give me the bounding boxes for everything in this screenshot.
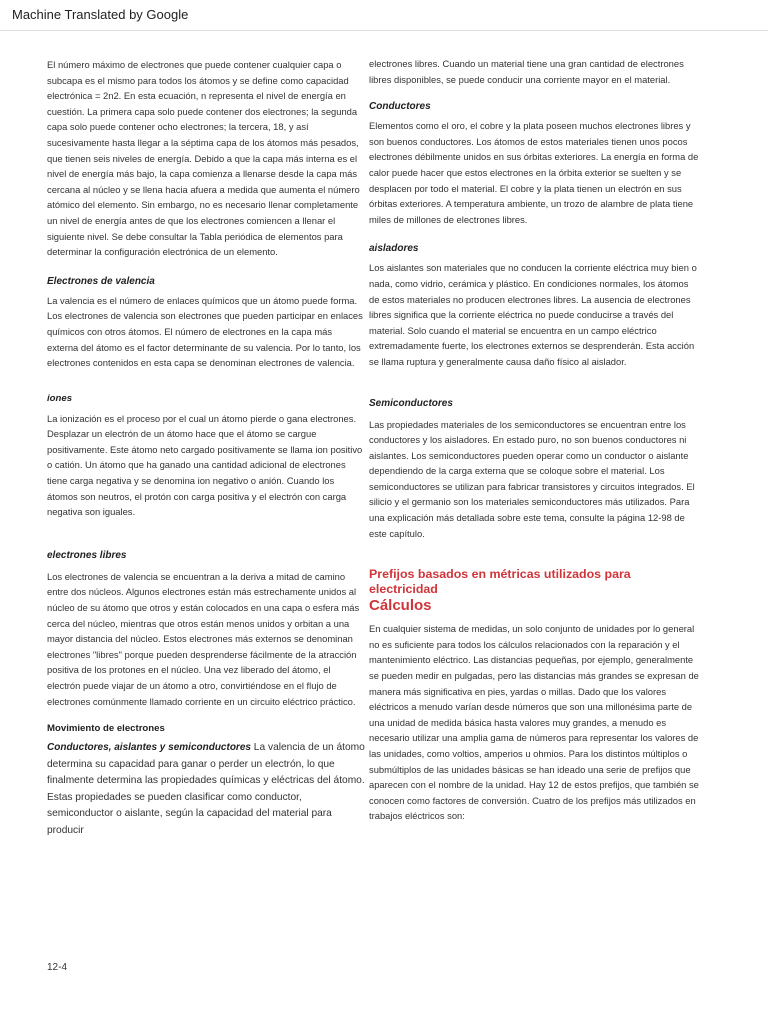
paragraph-iones: La ionización es el proceso por el cual un átomo pierde o gana electrones. Desplazar un electrón de un átomo hace que el átomo se cargue positivamente. Este átomo neto cargado positivamente se llama ion positivo o catión. Un átomo que ha ganado una cantidad adicional de electrones tiene carga negativa y se denomina ion negativo o anión. Cuando los átomos son neutros, el protón con carga positiva y el electrón con carga negativa son iguales. xyxy=(47,412,363,518)
paragraph-cas-lead: La xyxy=(250,742,266,754)
heading-aisladores: aisladores xyxy=(369,243,419,255)
paragraph-semiconductores: Las propiedades materiales de los semiconductores se encuentran entre los conductores y los aisladores. En estado puro, no son buenos conductores ni aislantes. Los semiconductores pueden operar como un conductor o aislante dependiendo de la carga externa que se coloque sobre el material. Los semiconductores se utilizan para fabricar transistores y circuitos integrados. El silicio y el germanio son los materiales semiconductores más utilizados. Para una explicación más detallada sobre este tema, consulte la página 12-98 de este capítulo. xyxy=(369,418,695,539)
paragraph-electron-capacity: El número máximo de electrones que puede contener cualquier capa o subcapa es el mismo para todos los átomos y se define como capacidad electrónica = 2n2. En esta ecuación, n representa el nivel de energía en cuestión. La primera capa solo puede contener dos electrones; la segunda capa solo puede contener ocho electrones; la tercera, 18, y así sucesivamente hasta llegar a la séptima capa de los átomos más pesados, que tienen seis niveles de energía. Debido a que la capa más interna es el nivel de energía más bajo, la capa comienza a llenarse desde la capa más cercana al núcleo y se llena hacia afuera a medida que aumenta el número atómico del elemento. Sin embargo, no es necesario llenar completamente un nivel de energía antes de que los electrones comiencen a llenar el siguiente nivel. Se debe consultar la Tabla periódica de elementos para determinar la configuración electrónica de un elemento. xyxy=(47,59,360,258)
right-column xyxy=(369,56,699,824)
section-title-prefijos xyxy=(369,567,699,615)
heading-conductores: Conductores xyxy=(369,101,431,113)
translation-banner-label: Machine Translated by Google xyxy=(12,7,189,22)
heading-electrones-libres: electrones libres xyxy=(47,549,127,561)
heading-valencia: Electrones de valencia xyxy=(47,275,155,287)
paragraph-conductores: Elementos como el oro, el cobre y la plata poseen muchos electrones libres y son buenos conductores. Los átomos de estos materiales tienen unos pocos electrones débilmente unidos en sus órbitas exteriores. La energía en forma de calor puede hacer que estos electrones en la órbita exterior se suelten y se desplacen por todo el material. El cobre y la plata tienen un electrón en sus órbitas exteriores. A temperatura ambiente, un trozo de alambre de plata tiene miles de millones de electrones libres. xyxy=(369,120,699,225)
paragraph-cas-body: valencia de un átomo determina su capacidad para ganar o perder un electrón, lo que finalmente determina las propiedades químicas y eléctricas del átomo. Estas propiedades se pueden clasificar como conductor, semiconductor o aislante, según la capacidad del material para producir xyxy=(47,742,365,836)
paragraph-electrones-libres: Los electrones de valencia se encuentran a la deriva a mitad de camino entre dos núcleos. Algunos electrones están más estrechamente unidos al núcleo de su átomo que otros y están colocados en una capa o esfera más cerca del núcleo, mientras que otros están menos unidos y orbitan a una mayor distancia del núcleo. Estos electrones más externos se denominan electrones "libres" porque pueden desprenderse fácilmente de la atracción positiva de los protones en el núcleo. Una vez liberado del átomo, el electrón puede viajar de un átomo a otro, convirtiéndose en el flujo de electrones comúnmente llamado corriente en un circuito eléctrico práctico. xyxy=(47,570,360,707)
section-title-line-1: Prefijos basados en métricas utilizados para electricidad xyxy=(369,567,631,597)
paragraph-valencia: La valencia es el número de enlaces químicos que un átomo puede forma. Los electrones de valencia son electrones que pueden participar en enlaces químicos con otros átomos. El número de electrones en la capa más externa del átomo es el factor determinante de su valencia. Por lo tanto, los electrones contenidos en esta capa se denominan electrones de valencia. xyxy=(47,294,363,369)
heading-movimiento: Movimiento de electrones xyxy=(47,723,165,735)
inline-heading-cas: Conductores, aislantes y semiconductores xyxy=(47,742,251,754)
left-column xyxy=(47,52,365,839)
section-title-line-2: Cálculos xyxy=(369,597,432,615)
translation-banner xyxy=(0,0,768,31)
paragraph-continuation: electrones libres. Cuando un material tiene una gran cantidad de electrones libres disponibles, se puede conducir una corriente mayor en el material. xyxy=(369,58,684,85)
paragraph-aisladores: Los aislantes son materiales que no conducen la corriente eléctrica muy bien o nada, como vidrio, cerámica y plástico. En condiciones normales, los átomos de estos materiales no producen electrones libres. La ausencia de electrones libres significa que la corriente eléctrica no puede conducirse a través del material. Solo cuando el material se encuentra en un campo eléctrico extremadamente fuerte, los electrones externos se desprenderán. Esta acción se llama ruptura y generalmente causa daño físico al aislador. xyxy=(369,262,697,367)
page-number: 12-4 xyxy=(47,962,68,973)
paragraph-prefijos: En cualquier sistema de medidas, un solo conjunto de unidades por lo general no es suficiente para todos los cálculos relacionados con la reparación y el mantenimiento eléctrico. Las distancias pequeñas, por ejemplo, generalmente se pueden medir en pulgadas, pero las distancias más grandes se expresan de manera más significativa en pies, yardas o millas. Dado que los valores eléctricos a menudo varían desde números que son una millonésima parte de una unidad de medida básica hasta valores muy grandes, a menudo es necesario utilizar una amplia gama de números para representar los valores de las unidades, como voltios, amperios u ohmios. Para los distintos múltiplos o submúltiplos de las unidades básicas se han ideado una serie de prefijos que aparecen con el nombre de la unidad. Hay 12 de estos prefijos, que también se conocen como factores de conversión. Cuatro de los prefijos más utilizados en trabajos eléctricos son: xyxy=(369,623,699,822)
heading-semiconductores: Semiconductores xyxy=(369,397,453,409)
paragraph-cas xyxy=(47,740,365,839)
heading-iones: iones xyxy=(47,392,73,404)
